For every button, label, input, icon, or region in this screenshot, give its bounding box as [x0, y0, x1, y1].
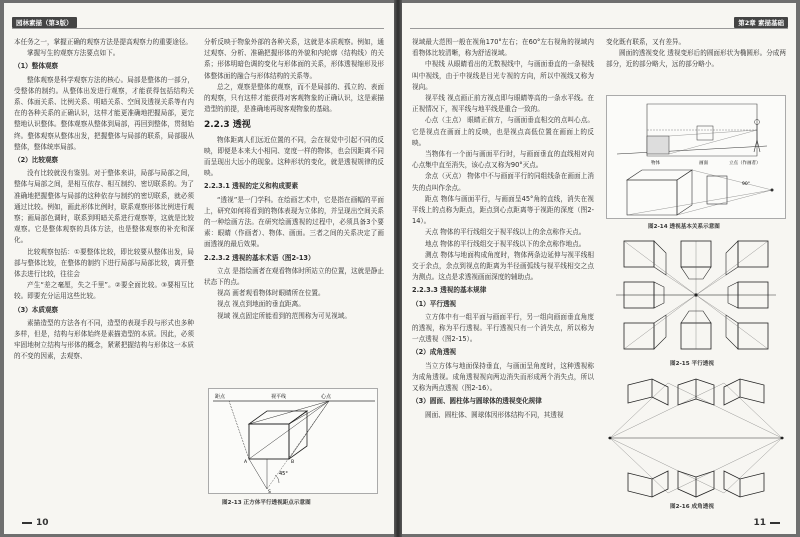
paragraph: 当物体有一个面与画面平行时，与画面垂直的直线相对向心点集中直至消失，该心点又称为90°灭点。 [412, 150, 594, 170]
section-heading: （2）成角透视 [412, 348, 457, 357]
paragraph: 地点 物体的平行线组交于视平线以下的余点称作地点。 [425, 239, 586, 248]
paragraph: 掌握写生的观察方法要点如下。 [27, 49, 120, 58]
paragraph: 天点 物体的平行线组交于视平线以上的余点称作天点。 [425, 228, 586, 237]
right-page-number-text: 11 [753, 518, 766, 528]
left-column-1 [14, 37, 194, 363]
svg-text:B: B [291, 460, 295, 465]
fig14-viewer-label: 立点（作画者） [729, 161, 761, 166]
section-heading: 2.2.3 透视 [204, 120, 251, 131]
section-heading: （1）整体观察 [14, 62, 59, 71]
paragraph: 圆面、圆柱体、圆球体因形体结构不同，其透视 [425, 410, 564, 419]
paragraph: 整体观察是科学观察方法的核心。局部是整体的一部分，受整体的制约。从整体出发进行观察，才能获得包括结构关系、体面关系、比例关系、明暗关系、空间及透视关系等有内在的各种关系的正确认识，这样才能更准确地把握局部，更完整地认识整体。整体观察从整体到局部，再回到整体，贯彻始终。整体观察从整体出发，把握整体与局部的联系，局部服从整体，整体统率局部。 [14, 75, 194, 151]
figure-2-14-caption: 图2-14 透视基本关系示意图 [648, 224, 720, 230]
figure-2-15-drawing [616, 235, 776, 355]
paragraph: 视平线 视点画正前方视点即与眼睛等高的一条水平线。在正视情况下，视平线与地平线是重合一致的。 [412, 94, 594, 114]
paragraph: 心点（主点） 眼睛正前方，与画面垂直相交的点叫心点。它是视点在画面上的反映，也是视点高低位置在画面上的反映。 [412, 116, 594, 147]
right-column-1 [412, 37, 594, 421]
paragraph: 物体距离人们远近位置的不同，会在视觉中引起不同的反映，即便是本来大小相同、宽度一样的物体，也会因距离不同而呈现出大远小的现象。这种形状的变化，就是透视规律的反映。 [204, 135, 384, 178]
fig14-angle-label: 90° [742, 182, 750, 187]
svg-text:A: A [244, 460, 248, 465]
section-heading: （3）圆面、圆柱体与圆球体的透视变化规律 [412, 397, 542, 406]
paragraph: 素描造型的方法各有不同，造型的表现手段与形式也多种多样，但是，结构与形体始终是素描造型的本质。因此，必须牢固地树立结构与形体的概念，紧紧把握结构与形体这一本质的不变的因素，去观察、 [14, 318, 194, 361]
paragraph: 本任务之一，掌握正确的观察方法是提高观察力的重要途径。 [14, 38, 193, 46]
left-header-rule [12, 28, 384, 29]
paragraph: “透视”是一门学科。在绘画艺术中，它是指在画幅的平面上，研究如何将看到的物体表现为立体的，并呈现出空间关系的一种绘画方法。在研究绘画透视的过程中，必须具备3个要素：眼睛（作画者）、物体、画面。三者之间的关系决定了画面透视的最后效果。 [204, 195, 384, 249]
figure-2-15-caption: 图2-15 平行透视 [670, 361, 714, 367]
left-page-number [18, 518, 49, 528]
section-heading: 2.2.3.3 透视的基本规律 [412, 286, 487, 295]
section-heading: （1）平行透视 [412, 299, 457, 308]
paragraph: 产生“差之毫厘，失之千里”。②要全面比较。③要相互比较。即要充分运用这些比较。 [14, 281, 194, 301]
left-running-header: 园林素描（第3版） [12, 17, 77, 28]
section-heading: （2）比较观察 [14, 156, 59, 165]
fig13-angle-label: 45° [279, 471, 288, 477]
right-page-number [753, 518, 784, 528]
paragraph: 圆面的透视变化 透视变形后的圆面形状为椭圆形。分成两部分，近的部分略大，远的部分略小。 [606, 49, 786, 69]
fig13-distance-point-label: 距点 [215, 394, 226, 400]
paragraph: 分析反映于物象外部的各种关系，这就是本质观察。例如，通过观察、分析、准确把握形体的外貌和内轮廓（结构线）的关系；形体明暗色调的变化与形体面的关系，形体透视缩形及形体整体面的融合与形体结构的关系等。 [204, 38, 384, 80]
paragraph: 没有比较就没有鉴别。对于整体来讲，局部与局部之间，整体与局部之间，是相互依存、相互制约、密切联系的。为了准确地把握整体与局部的这种依存与制约的密切联系，就必须通过比较。例如，画此形体比例时，联系观察形体比例进行观察；画局部色调时，联系到明暗关系进行观察等，这就是比较观察。它是整体观察的具体方法，也是整体观察的补充和深化。 [14, 169, 194, 245]
paragraph: 余点（灭点） 物体中不与画面平行的同组线条在画面上消失的点叫作余点。 [412, 172, 594, 192]
paragraph: 视域 视点固定所能看到的范围称为可见视域。 [217, 311, 351, 320]
figure-2-16-caption: 图2-16 成角透视 [670, 504, 714, 510]
right-page [402, 3, 796, 534]
figure-2-16 [608, 375, 784, 501]
fig13-center-point-label: 心点 [321, 394, 332, 400]
section-heading: （3）本质观察 [14, 305, 59, 314]
paragraph: 测点 物体与地面构成角度时，物体两条边延伸与视平线相交于余点，余点到视点的距离为半径画弧线与视平线相交之点为测点。这点是求透视画面深度的辅助点。 [412, 250, 594, 282]
right-column-2 [606, 37, 786, 71]
svg-text:S: S [268, 490, 271, 495]
fig14-picture-label: 画面 [699, 161, 708, 166]
right-header-rule [410, 28, 788, 29]
paragraph: 总之，观察是整体的观察，而不是局部的、孤立的、表面的观察，只有这样才能获得对客观物象的正确认识，这是素描造型的前提，是准确地再现客观物象的基础。 [204, 82, 384, 114]
paragraph: 立点 是指绘画者在观看物体时所站立的位置，这就是静止状态下的点。 [204, 266, 384, 287]
section-heading: 2.2.3.2 透视的基本术语（图2-13） [204, 253, 315, 262]
figure-2-14 [606, 95, 786, 219]
right-running-header: 第2章 素描基础 [734, 17, 788, 28]
left-page [4, 3, 394, 534]
figure-2-14-drawing [607, 96, 787, 220]
paragraph: 比较观察包括：①要整体比较，即比较要从整体出发，局部与整体比较，在整体的制约下进行局部与局部比较，离开整体去进行比较，往往会 [14, 247, 194, 279]
left-page-number-text: 10 [36, 518, 49, 528]
section-heading: 2.2.3.1 透视的定义和构成要素 [204, 182, 299, 191]
paragraph: 变化既有联系，又有差异。 [606, 38, 686, 46]
figure-2-13-caption: 图2-13 正方体平行透视距点示意图 [222, 500, 311, 506]
book-gutter [394, 0, 402, 537]
paragraph: 视域最大范围一般在视角170°左右；在60°左右视角的视域内看物体比较清晰，称为舒适视域。 [412, 38, 594, 58]
paragraph: 距点 物体与画面平行，与画面呈45°角的直线，消失在视平线上的点称为距点，距点到心点距离等于视距的深度（图2-14）。 [412, 194, 594, 226]
paragraph: 中视线 从眼睛看出的无数视线中，与画面垂直的一条视线叫中视线，由于中视线是目光专视的方向，所以中视线又称为视向。 [412, 60, 594, 91]
figure-2-16-drawing [608, 375, 784, 501]
paragraph: 当立方体与地面保持垂直，与画面呈角度时，这种透视称为成角透视。成角透视视向两边消失而形成两个消失点，所以又称为两点透视（图2-16）。 [412, 361, 594, 393]
fig14-object-label: 物体 [651, 161, 660, 166]
paragraph: 立方体中有一组平面与画面平行，另一组向画面垂直角度的透视，称为平行透视。平行透视只有一个消失点，所以称为一点透视（图2-15）。 [412, 312, 594, 344]
paragraph: 视高 画者观看物体时眼睛所在位置。 [217, 289, 325, 298]
figure-2-13-drawing [209, 389, 379, 495]
figure-2-15 [616, 235, 776, 355]
paragraph: 视点 视点到地面的垂直距离。 [217, 300, 305, 309]
fig13-horizon-label: 视平线 [271, 394, 287, 400]
figure-2-13 [208, 388, 378, 494]
left-column-2 [204, 37, 384, 322]
